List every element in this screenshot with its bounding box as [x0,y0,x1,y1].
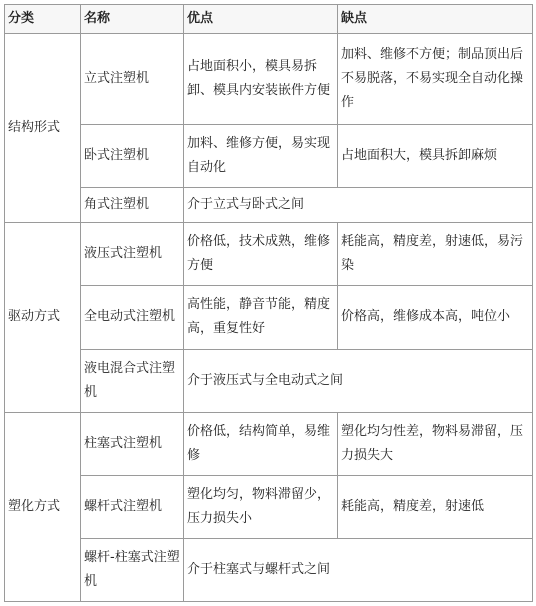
table-row [5,223,533,286]
pros-cell: 高性能，静音节能，精度高，重复性好 [184,286,338,349]
header-category: 分类 [5,5,81,34]
machine-name: 螺杆式注塑机 [81,475,184,538]
cons-cell: 占地面积大，模具拆卸麻烦 [338,124,533,187]
table-row [5,349,533,412]
header-name: 名称 [81,5,184,34]
pros-cell: 价格低，结构简单，易维修 [184,412,338,475]
table-row [5,124,533,187]
machine-name: 立式注塑机 [81,34,184,125]
machine-name: 液电混合式注塑机 [81,349,184,412]
category-cell: 塑化方式 [5,412,81,601]
machine-name: 全电动式注塑机 [81,286,184,349]
header-cons: 缺点 [338,5,533,34]
table-row [5,187,533,223]
table-row [5,34,533,125]
table-row [5,412,533,475]
table-row [5,538,533,601]
cons-cell: 加料、维修不方便；制品顶出后不易脱落，不易实现全自动化操作 [338,34,533,125]
merged-note-cell: 介于液压式与全电动式之间 [184,349,533,412]
cons-cell: 塑化均匀性差，物料易滞留，压力损失大 [338,412,533,475]
pros-cell: 塑化均匀，物料滞留少，压力损失小 [184,475,338,538]
machine-name: 螺杆-柱塞式注塑机 [81,538,184,601]
cons-cell: 耗能高，精度差，射速低，易污染 [338,223,533,286]
pros-cell: 占地面积小，模具易拆卸、模具内安装嵌件方便 [184,34,338,125]
table-row [5,475,533,538]
pros-cell: 价格低，技术成熟，维修方便 [184,223,338,286]
table-row [5,286,533,349]
comparison-table [4,4,533,602]
category-cell: 驱动方式 [5,223,81,412]
header-row [5,5,533,34]
machine-name: 卧式注塑机 [81,124,184,187]
category-cell: 结构形式 [5,34,81,223]
machine-name: 液压式注塑机 [81,223,184,286]
pros-cell: 加料、维修方便，易实现自动化 [184,124,338,187]
cons-cell: 耗能高，精度差，射速低 [338,475,533,538]
merged-note-cell: 介于柱塞式与螺杆式之间 [184,538,533,601]
header-pros: 优点 [184,5,338,34]
machine-name: 角式注塑机 [81,187,184,223]
merged-note-cell: 介于立式与卧式之间 [184,187,533,223]
cons-cell: 价格高，维修成本高，吨位小 [338,286,533,349]
machine-name: 柱塞式注塑机 [81,412,184,475]
